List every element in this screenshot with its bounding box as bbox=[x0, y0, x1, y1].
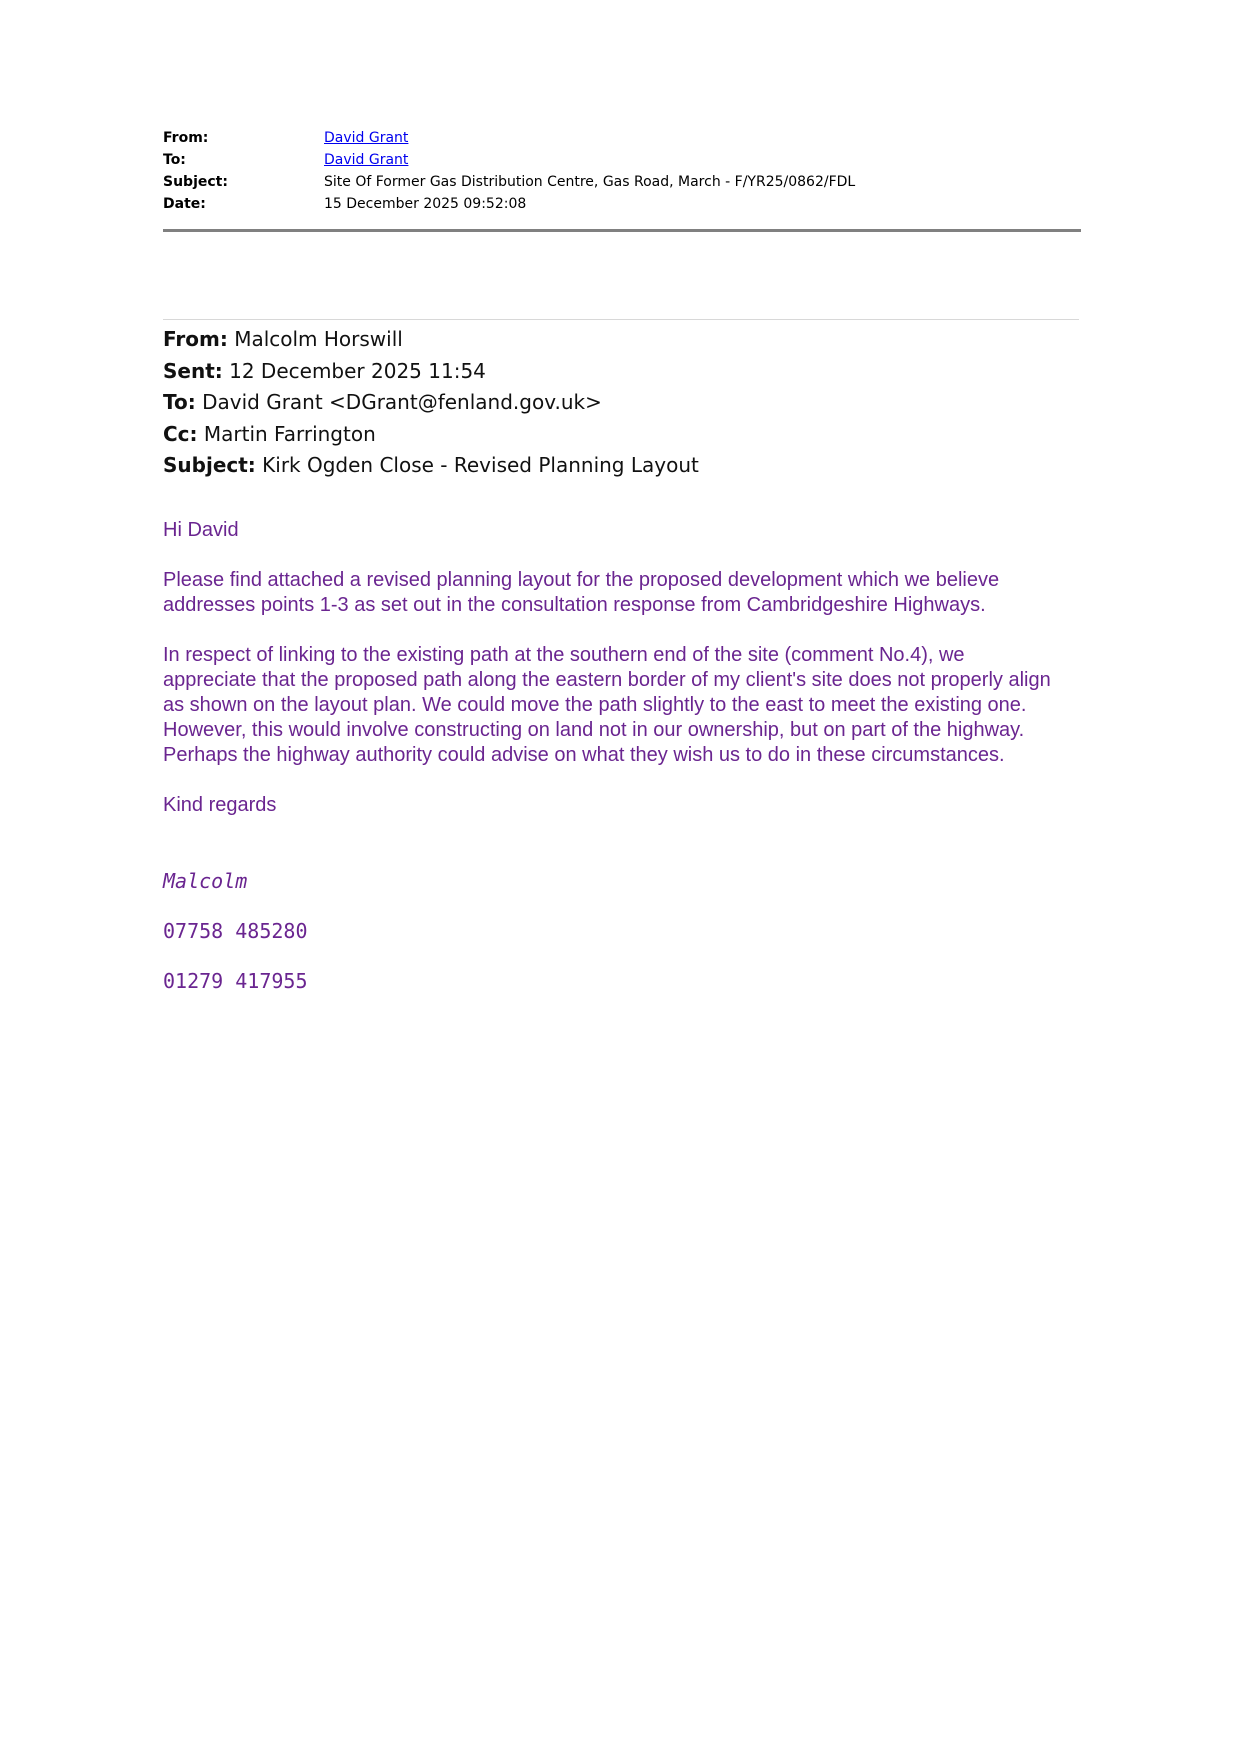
header-subject-label: Subject: bbox=[163, 174, 228, 190]
fwd-from-value: Malcolm Horswill bbox=[234, 327, 403, 351]
header-to-label: To: bbox=[163, 152, 186, 168]
fwd-sent-label: Sent: bbox=[163, 358, 223, 383]
header-divider bbox=[163, 229, 1081, 232]
header-from-label: From: bbox=[163, 130, 209, 146]
fwd-from-row bbox=[163, 324, 699, 356]
signature-phone-1: 07758 485280 bbox=[163, 919, 308, 943]
paragraph-2-line-3: as shown on the layout plan. We could move the path slightly to the east to meet the existing one. bbox=[163, 694, 1027, 716]
fwd-to-row bbox=[163, 387, 699, 419]
signature-name: Malcolm bbox=[163, 869, 248, 893]
forwarded-header bbox=[163, 324, 699, 482]
fwd-cc-row bbox=[163, 419, 699, 451]
forward-divider bbox=[163, 319, 1079, 320]
greeting: Hi David bbox=[163, 519, 239, 541]
closing: Kind regards bbox=[163, 794, 277, 816]
fwd-subject-value: Kirk Ogden Close - Revised Planning Layout bbox=[262, 453, 699, 477]
header-from-row bbox=[163, 127, 1079, 149]
header-to-link[interactable]: David Grant bbox=[324, 152, 409, 168]
fwd-cc-value: Martin Farrington bbox=[203, 421, 376, 446]
email-header bbox=[163, 127, 1079, 215]
paragraph-2-line-4: However, this would involve constructing on land not in our ownership, but on part of the highway. bbox=[163, 719, 1025, 741]
message-body bbox=[163, 518, 1083, 818]
paragraph-2-line-1: In respect of linking to the existing path at the southern end of the site (comment No.4), we bbox=[163, 644, 965, 666]
header-to-row bbox=[163, 149, 1079, 171]
header-from-link[interactable]: David Grant bbox=[324, 130, 409, 146]
fwd-subject-row bbox=[163, 450, 699, 482]
signature-block bbox=[163, 866, 308, 1016]
fwd-subject-label: Subject: bbox=[163, 453, 256, 477]
header-subject-value: Site Of Former Gas Distribution Centre, Gas Road, March - F/YR25/0862/FDL bbox=[324, 174, 856, 190]
paragraph-1-line-2: addresses points 1-3 as set out in the consultation response from Cambridgeshire Highways. bbox=[163, 594, 986, 616]
fwd-to-label: To: bbox=[163, 390, 196, 414]
fwd-sent-row bbox=[163, 356, 699, 388]
paragraph-1-line-1: Please find attached a revised planning layout for the proposed development which we believe bbox=[163, 569, 1000, 591]
paragraph-2-line-5: Perhaps the highway authority could advise on what they wish us to do in these circumstances. bbox=[163, 744, 1005, 766]
header-subject-row bbox=[163, 171, 1079, 193]
header-date-row bbox=[163, 193, 1079, 215]
signature-phone-2: 01279 417955 bbox=[163, 969, 308, 993]
fwd-from-label: From: bbox=[163, 327, 228, 351]
header-date-value: 15 December 2025 09:52:08 bbox=[324, 196, 527, 212]
paragraph-2-line-2: appreciate that the proposed path along the eastern border of my client's site does not properly align bbox=[163, 669, 1051, 691]
fwd-cc-label: Cc: bbox=[163, 421, 198, 446]
fwd-to-value: David Grant <DGrant@fenland.gov.uk> bbox=[202, 390, 602, 414]
fwd-sent-value: 12 December 2025 11:54 bbox=[229, 358, 486, 383]
header-date-label: Date: bbox=[163, 196, 206, 212]
